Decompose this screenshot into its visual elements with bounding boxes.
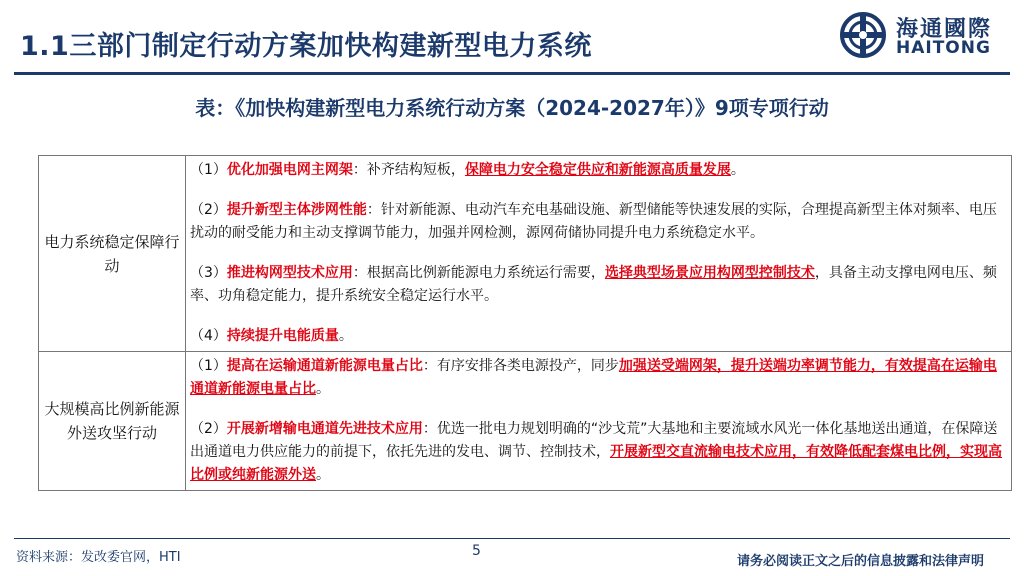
page-title: 1.1三部门制定行动方案加快构建新型电力系统 [20, 31, 592, 62]
body-text: 。 [316, 467, 330, 483]
haitong-emblem-icon [838, 12, 888, 58]
page-number: 5 [472, 543, 481, 559]
table-row [39, 352, 1012, 491]
title-divider [14, 72, 1010, 75]
body-text: （2） [190, 202, 227, 218]
body-text: 。 [338, 328, 353, 344]
body-text: ：补齐结构短板， [352, 162, 465, 178]
highlight-text: 优化加强电网主网架 [226, 162, 353, 178]
action-plan-table [38, 155, 1012, 491]
haitong-logo [838, 10, 1018, 60]
action-item [190, 159, 1007, 182]
action-item [190, 355, 1007, 401]
logo-chinese-text: 海通國際 [896, 17, 993, 42]
table-caption: 表：《加快构建新型电力系统行动方案（2024-2027年）》9项专项行动 [195, 96, 829, 120]
emphasis-text: 加强送受端网架，提升送端功率调节能力，有效提高在运输电通道新能源电量占比 [190, 358, 997, 397]
body-text: 。 [730, 162, 745, 178]
source-note: 资料来源：发改委官网，HTI [16, 550, 181, 565]
row-category: 大规模高比例新能源外送攻坚行动 [39, 352, 186, 491]
row-content [186, 352, 1012, 491]
emphasis-text: 开展新型交直流输电技术应用，有效降低配套煤电比例，实现高比例或纯新能源外送 [190, 444, 1002, 483]
footer-divider [14, 538, 1010, 539]
body-text: （4） [190, 328, 227, 344]
logo-english-text: HAITONG [896, 38, 991, 58]
body-text: ：有序安排各类电源投产，同步 [422, 358, 619, 374]
body-text: ：优选一批电力规划明确的“沙戈荒”大基地和主要流域水风光一体化基地送出通道，在保障送出通道电力供应能力的前提下，依托先进的发电、调节、控制技术， [190, 421, 998, 460]
highlight-text: 推进构网型技术应用 [226, 265, 353, 281]
highlight-text: 提升新型主体涉网性能 [226, 202, 367, 218]
row-category: 电力系统稳定保障行动 [39, 156, 186, 352]
action-item [190, 418, 1007, 487]
row-content [186, 156, 1012, 352]
highlight-text: 提高在运输通道新能源电量占比 [226, 358, 423, 374]
body-text: ：根据高比例新能源电力系统运行需要， [352, 265, 605, 281]
body-text: ：针对新能源、电动汽车充电基础设施、新型储能等快速发展的实际，合理提高新型主体对频率、电压扰动的耐受能力和主动支撑调节能力，加强并网检测，源网荷储协同提升电力系统稳定水平。 [190, 202, 997, 241]
emphasis-text: 保障电力安全稳定供应和新能源高质量发展 [464, 162, 731, 178]
highlight-text: 开展新增输电通道先进技术应用 [226, 421, 423, 437]
highlight-text: 持续提升电能质量 [226, 328, 339, 344]
body-text: 。 [316, 381, 330, 397]
legal-disclaimer: 请务必阅读正文之后的信息披露和法律声明 [736, 554, 984, 569]
action-item [190, 325, 1007, 348]
body-text: （1） [190, 358, 227, 374]
action-item [190, 199, 1007, 245]
body-text: ，具备主动支撑电网电压、频率、功角稳定能力，提升系统安全稳定运行水平。 [190, 265, 997, 304]
table-row [39, 156, 1012, 352]
action-item [190, 262, 1007, 308]
body-text: （2） [190, 421, 227, 437]
body-text: （1） [190, 162, 227, 178]
body-text: （3） [190, 265, 227, 281]
emphasis-text: 选择典型场景应用构网型控制技术 [604, 265, 815, 281]
